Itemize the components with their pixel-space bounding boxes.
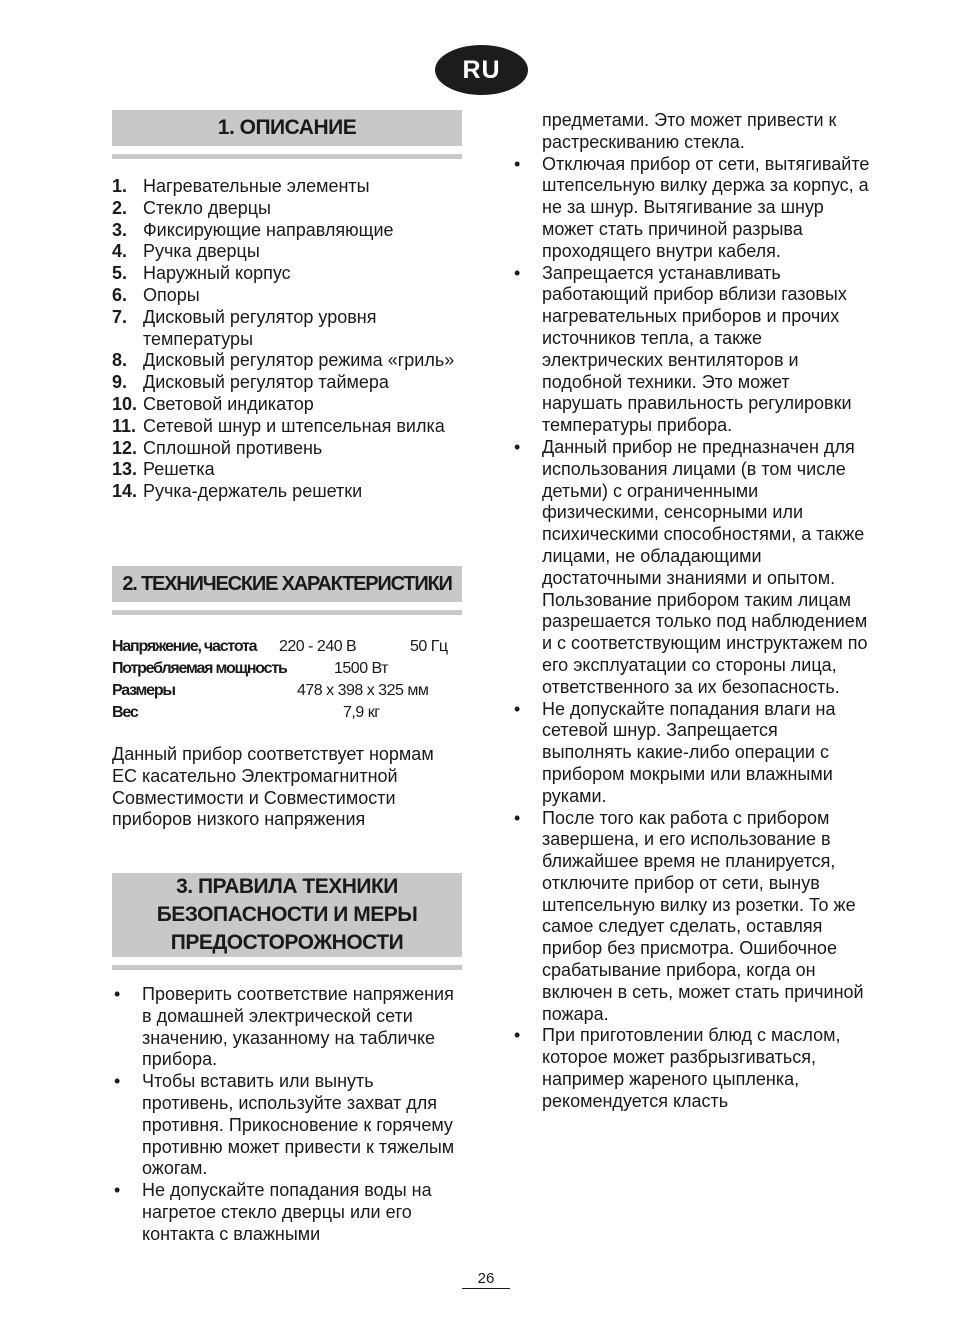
bullet-text: Проверить соответствие напряжения в домашней электрической сети значению, указанному на табличке прибора. (142, 984, 454, 1070)
list-item (112, 307, 462, 351)
safety-list-left (112, 984, 464, 1246)
spec-value: 220 - 240 В (279, 638, 357, 655)
list-item (112, 350, 462, 372)
list-item (112, 372, 462, 394)
safety-list-right (512, 154, 872, 1113)
list-item (112, 263, 462, 285)
bullet-text: Отключая прибор от сети, вытягивайте штепсельную вилку держа за корпус, а не за шнур. Вытягивание за шнур может стать причиной разрыва проходящего внутри кабеля. (542, 153, 870, 261)
bullet-icon: • (514, 1025, 521, 1046)
spec-table (112, 636, 462, 724)
item-text: Фиксирующие направляющие (143, 219, 394, 240)
continuation-text: предметами. Это может привести к растрескиванию стекла. (542, 110, 837, 152)
list-item (112, 984, 464, 1071)
item-number: 3. (112, 219, 128, 240)
spec-value: 1500 Вт (334, 660, 389, 677)
item-text: Опоры (143, 284, 200, 305)
item-text: Дисковый регулятор таймера (143, 372, 389, 393)
list-item (512, 263, 872, 437)
item-number: 10. (112, 393, 138, 414)
item-number: 2. (112, 197, 128, 218)
list-item (112, 1180, 464, 1245)
spec-label: Напряжение, частота (112, 638, 257, 655)
list-item (512, 437, 872, 699)
item-text: Ручка дверцы (143, 241, 260, 262)
section3-divider (112, 965, 462, 970)
list-item (112, 481, 462, 503)
item-text: Нагревательные элементы (143, 176, 370, 196)
section2-divider (112, 610, 462, 615)
spec-value: 478 x 398 x 325 мм (297, 682, 429, 699)
list-item (112, 416, 462, 438)
list-item (512, 808, 872, 1026)
bullet-text: При приготовлении блюд с маслом, которое может разбрызгиваться, например жареного цыпленка, рекомендуется класть (542, 1025, 841, 1111)
spec-value-2: 50 Гц (410, 638, 448, 655)
section3-title (112, 873, 462, 957)
list-item (112, 459, 462, 481)
item-text: Стекло дверцы (143, 197, 271, 218)
bullet-icon: • (514, 262, 521, 283)
item-text: Дисковый регулятор режима «гриль» (143, 350, 455, 371)
section1-divider (112, 154, 462, 159)
right-column (512, 110, 872, 1113)
spec-value: 7,9 кг (343, 704, 380, 721)
item-number: 13. (112, 459, 138, 480)
bullet-icon: • (514, 436, 521, 457)
spec-label: Размеры (112, 682, 175, 699)
spec-row-dimensions (112, 680, 462, 702)
bullet-text: После того как работа с прибором завершена, и его использование в ближайшее время не планируется, отключите прибор от сети, вынув штепсельную вилку из розетки. То же самое следует сделать, оставляя прибор без присмотра. Ошибочное срабатывание прибора, когда он включен в сеть, может стать причиной пожара. (542, 807, 864, 1024)
item-text: Дисковый регулятор уровня температуры (143, 306, 377, 349)
item-text: Ручка-держатель решетки (143, 481, 363, 502)
bullet-text: Данный прибор не предназначен для использования лицами (в том числе детьми) с ограниченными физическими, сенсорными или психическими способностями, а также лицами, не обладающими достаточными знаниями и опытом. Пользование прибором таким лицам разрешается только под наблюдением и с соответствующим инструктажем по его эксплуатации со стороны лица, ответственного за их безопасность. (542, 436, 868, 697)
item-number: 1. (112, 176, 128, 196)
section3-title-line: БЕЗОПАСНОСТИ И МЕРЫ (156, 903, 418, 926)
spec-row-power (112, 658, 462, 680)
list-item (112, 1071, 464, 1180)
item-text: Наружный корпус (143, 263, 291, 284)
language-badge: RU (435, 45, 528, 95)
bullet-text: Запрещается устанавливать работающий прибор вблизи газовых нагревательных приборов и прочих источников тепла, а также электрических вентиляторов и подобной техники. Это может нарушать правильность регулировки температуры прибора. (542, 262, 852, 436)
bullet-text: Чтобы вставить или вынуть противень, используйте захват для противня. Прикосновение к горячему противню может привести к тяжелым ожогам. (142, 1071, 455, 1179)
item-number: 11. (112, 415, 137, 436)
section3-title-line: ПРЕДОСТОРОЖНОСТИ (170, 931, 404, 954)
bullet-icon: • (514, 153, 521, 174)
list-item (512, 1025, 872, 1112)
compliance-paragraph: Данный прибор соответствует нормам ЕС касательно Электромагнитной Совместимости и Совместимости приборов низкого напряжения (112, 744, 434, 830)
bullet-icon: • (114, 984, 121, 1004)
list-item (112, 285, 462, 307)
item-text: Сплошной противень (143, 437, 323, 458)
bullet-icon: • (114, 1180, 121, 1201)
section1-title: 1. ОПИСАНИЕ (112, 110, 462, 146)
item-number: 7. (112, 306, 128, 327)
list-item (512, 154, 872, 263)
item-number: 8. (112, 350, 128, 371)
item-number: 6. (112, 284, 128, 305)
parts-list (112, 176, 462, 503)
item-text: Решетка (143, 459, 215, 480)
list-item (112, 176, 462, 198)
bullet-icon: • (514, 698, 521, 719)
section3-title-line: 3. ПРАВИЛА ТЕХНИКИ (176, 875, 398, 898)
list-item (112, 241, 462, 263)
spec-row-voltage (112, 636, 462, 658)
item-number: 14. (112, 481, 138, 502)
bullet-icon: • (514, 807, 521, 828)
list-item (112, 394, 462, 416)
item-number: 4. (112, 241, 128, 262)
item-text: Световой индикатор (143, 393, 314, 414)
list-item (112, 438, 462, 460)
bullet-text: Не допускайте попадания воды на нагретое стекло дверцы или его контакта с влажными (142, 1180, 432, 1244)
page-number: 26 (462, 1270, 510, 1289)
section2-title: 2. ТЕХНИЧЕСКИЕ ХАРАКТЕРИСТИКИ (112, 566, 462, 602)
list-item (112, 220, 462, 242)
list-item (512, 699, 872, 808)
item-number: 12. (112, 437, 138, 458)
item-number: 9. (112, 372, 128, 393)
bullet-text: Не допускайте попадания влаги на сетевой шнур. Запрещается выполнять какие-либо операции с прибором мокрыми или влажными руками. (542, 698, 836, 806)
bullet-icon: • (114, 1071, 121, 1092)
item-text: Сетевой шнур и штепсельная вилка (143, 415, 445, 436)
spec-label: Потребляемая мощность (112, 660, 287, 677)
list-item (112, 198, 462, 220)
spec-row-weight (112, 702, 462, 724)
item-number: 5. (112, 263, 128, 284)
spec-label: Вес (112, 704, 138, 721)
